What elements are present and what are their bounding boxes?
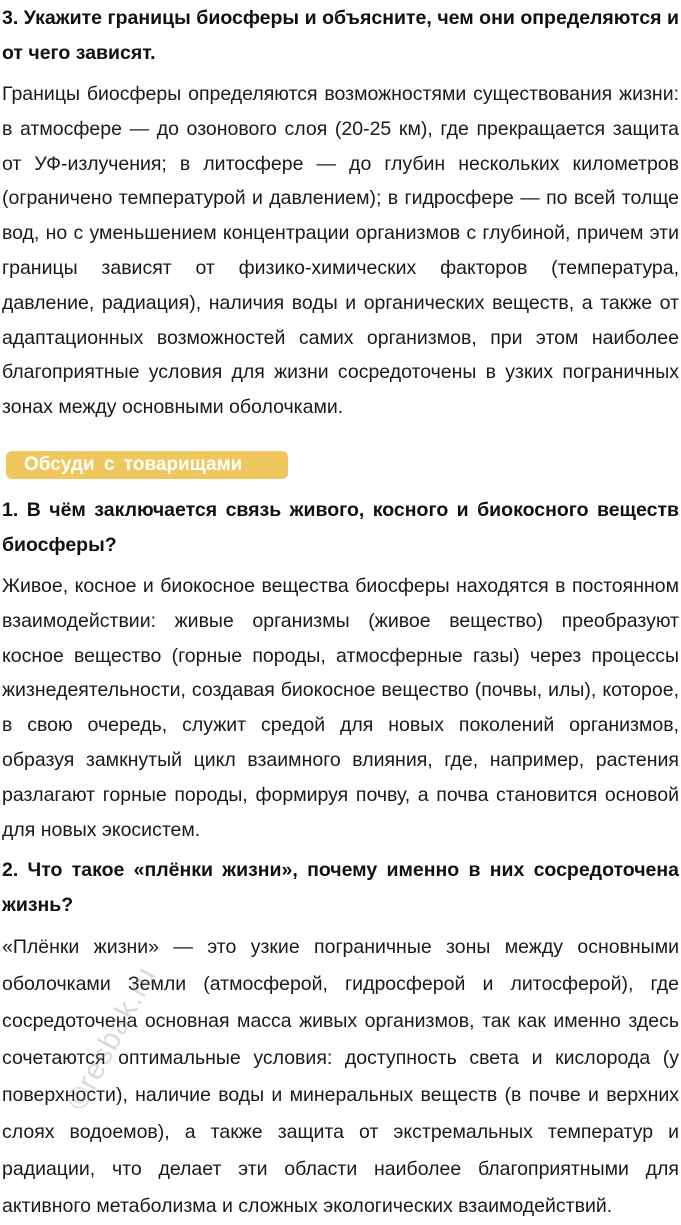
discuss-question-1-answer: Живое, косное и биокосное вещества биосферы находятся в постоянном взаимодействии: живые организмы (живое вещество) преобразуют косное вещество (горные породы, атмосферные газы) через процессы жизнедеятельности, создавая биокосное вещество (почвы, илы), которое, в свою очередь, служит средой для новых поколений организмов, образуя замкнутый цикл взаимного влияния, где, например, растения разлагают горные породы, формируя почву, а почва становится основой для новых экосистем. — [2, 574, 679, 841]
discuss-question-1-title: 1. В чём заключается связь живого, косного и биокосного веществ биосферы? — [2, 498, 679, 556]
question-3-answer: Границы биосферы определяются возможностями существования жизни: в атмосфере — до озонового слоя (20-25 км), где прекращается защита от УФ-излучения; в литосфере — до глубин нескольких километров (ограничено температурой и давлением); в гидросфере — по всей толще вод, но с уменьшением концентрации организмов с глубиной, причем эти границы зависят от физико-химических факторов (температура, давление, радиация), наличия воды и органических веществ, а также от адаптационных возможностей самих организмов, при этом наиболее благоприятные условия для жизни сосредоточены в узких пограничных зонах между основными оболочками. — [2, 83, 679, 419]
discuss-question-2-answer: «Плёнки жизни» — это узкие пограничные зоны между основными оболочками Земли (атмосферой, гидросферой и литосферой), где сосредоточена основная масса живых организмов, так как именно здесь сочетаются оптимальные условия: доступность света и кислорода (у поверхности), наличие воды и минеральных веществ (в почве и верхних слоях водоемов), а также защита от экстремальных температур и радиации, что делает эти области наиболее благоприятными для активного метаболизма и сложных экологических взаимодействий. — [2, 936, 679, 1218]
discuss-section-badge: Обсуди с товарищами — [6, 451, 288, 479]
question-3-title: 3. Укажите границы биосферы и объясните, чем они определяются и от чего зависят. — [2, 7, 679, 64]
discuss-question-2-title: 2. Что такое «плёнки жизни», почему именно в них сосредоточена жизнь? — [2, 859, 679, 917]
watermark: ©resbak.ru — [60, 961, 163, 1116]
